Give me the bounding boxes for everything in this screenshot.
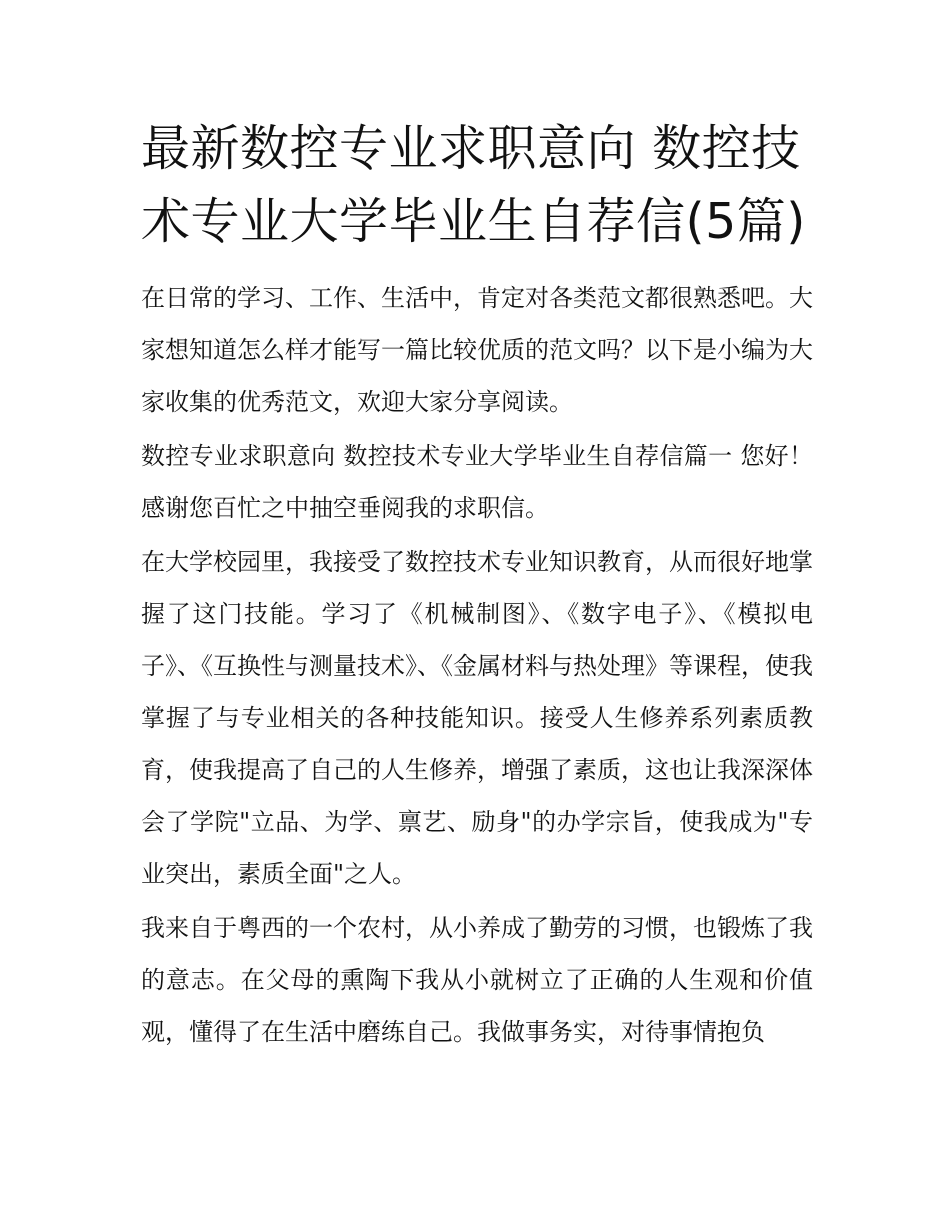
document-body xyxy=(141,112,813,1060)
document-title: 最新数控专业求职意向 数控技术专业大学毕业生自荐信(5篇) xyxy=(141,120,806,250)
letter-greeting-paragraph: 数控专业求职意向 数控技术专业大学毕业生自荐信篇一 您好！感谢您百忙之中抽空垂阅我的求职信。 xyxy=(141,442,813,522)
education-paragraph: 在大学校园里，我接受了数控技术专业知识教育，从而很好地掌握了这门技能。学习了《机械制图》、《数字电子》、《模拟电子》、《互换性与测量技术》、《金属材料与热处理》等课程，使我掌握了与专业相关的各种技能知识。接受人生修养系列素质教育，使我提高了自己的人生修养，增强了素质，这也让我深深体会了学院"立品、为学、禀艺、励身"的办学宗旨，使我成为"专业突出，素质全面"之人。 xyxy=(141,548,813,888)
intro-paragraph: 在日常的学习、工作、生活中，肯定对各类范文都很熟悉吧。大家想知道怎么样才能写一篇比较优质的范文吗？以下是小编为大家收集的优秀范文，欢迎大家分享阅读。 xyxy=(141,284,813,416)
background-paragraph: 我来自于粤西的一个农村，从小养成了勤劳的习惯，也锻炼了我的意志。在父母的熏陶下我从小就树立了正确的人生观和价值观，懂得了在生活中磨练自己。我做事务实，对待事情抱负 xyxy=(141,914,813,1046)
